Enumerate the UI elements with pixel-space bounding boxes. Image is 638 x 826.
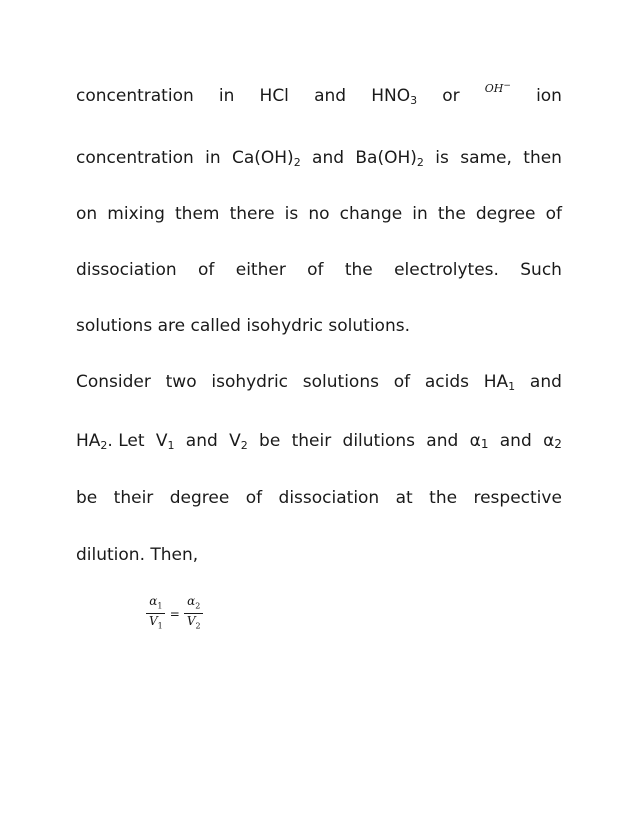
word: and bbox=[185, 431, 218, 451]
equals-sign: = bbox=[169, 606, 180, 621]
word: mixing bbox=[107, 204, 165, 224]
caoh2-term: Ca(OH)2 bbox=[231, 148, 301, 169]
word: in bbox=[218, 86, 235, 106]
word: is bbox=[284, 204, 299, 224]
word: and bbox=[314, 86, 347, 106]
word: change bbox=[339, 204, 403, 224]
text-line-7 bbox=[76, 430, 562, 457]
text-line-8 bbox=[76, 487, 562, 509]
word: in bbox=[412, 204, 428, 224]
word: then bbox=[523, 148, 562, 168]
word: degree bbox=[475, 204, 536, 224]
text-line-4 bbox=[76, 259, 562, 281]
word: ion bbox=[536, 86, 562, 106]
word: dissociation bbox=[76, 260, 177, 280]
word: or bbox=[442, 86, 460, 106]
word: dissociation bbox=[278, 488, 380, 508]
word: be bbox=[259, 431, 281, 451]
word: no bbox=[308, 204, 330, 224]
v1-term: V1 bbox=[155, 431, 175, 452]
word: the bbox=[344, 260, 373, 280]
v2-term: V2 bbox=[229, 431, 248, 452]
word: there bbox=[229, 204, 275, 224]
word: on bbox=[76, 204, 98, 224]
word: of bbox=[393, 372, 411, 392]
word: either bbox=[235, 260, 286, 280]
right-fraction: $\frac{\alpha_2}{V_2}$ bbox=[184, 594, 204, 634]
word: and bbox=[529, 372, 562, 392]
word: their bbox=[291, 431, 332, 451]
text-line-9: dilution. Then, bbox=[76, 545, 199, 565]
word: and bbox=[499, 431, 532, 451]
word: them bbox=[175, 204, 220, 224]
word: the bbox=[429, 488, 458, 508]
word: of bbox=[545, 204, 562, 224]
word: same, bbox=[460, 148, 512, 168]
alpha2-term: α2 bbox=[543, 431, 562, 451]
ha1-term: HA1 bbox=[483, 372, 516, 393]
word: electrolytes. bbox=[394, 260, 499, 280]
alpha1-term: α1 bbox=[469, 431, 489, 451]
text-line-1 bbox=[76, 81, 562, 112]
word: Such bbox=[520, 260, 562, 280]
word: the bbox=[437, 204, 466, 224]
word: and bbox=[312, 148, 345, 168]
word: HCl bbox=[259, 86, 289, 106]
hno3-term: HNO3 bbox=[371, 86, 418, 107]
hydroxide-ion-symbol: OH− bbox=[484, 81, 511, 95]
text-line-2 bbox=[76, 147, 562, 174]
word: dilutions bbox=[342, 431, 415, 451]
ha2-term: HA2. Let bbox=[76, 431, 145, 452]
word: be bbox=[76, 488, 98, 508]
baoh2-term: Ba(OH)2 bbox=[355, 148, 424, 169]
word: and bbox=[426, 431, 459, 451]
word: Consider bbox=[76, 372, 151, 392]
text-line-5: solutions are called isohydric solutions. bbox=[76, 316, 410, 336]
text-line-6 bbox=[76, 371, 562, 398]
word: of bbox=[307, 260, 324, 280]
word: in bbox=[205, 148, 221, 168]
word: isohydric bbox=[211, 372, 289, 392]
word: acids bbox=[424, 372, 469, 392]
word: concentration bbox=[76, 148, 194, 168]
word: concentration bbox=[76, 86, 194, 106]
text-line-3 bbox=[76, 203, 562, 225]
left-fraction: $\frac{\alpha_1}{V_1}$ bbox=[146, 594, 166, 634]
word: at bbox=[395, 488, 413, 508]
word: is bbox=[435, 148, 449, 168]
word: degree bbox=[169, 488, 230, 508]
word: of bbox=[198, 260, 215, 280]
word: of bbox=[245, 488, 263, 508]
word: respective bbox=[473, 488, 562, 508]
dilution-formula bbox=[146, 594, 204, 634]
word: two bbox=[165, 372, 197, 392]
word: solutions bbox=[302, 372, 379, 392]
word: their bbox=[113, 488, 154, 508]
